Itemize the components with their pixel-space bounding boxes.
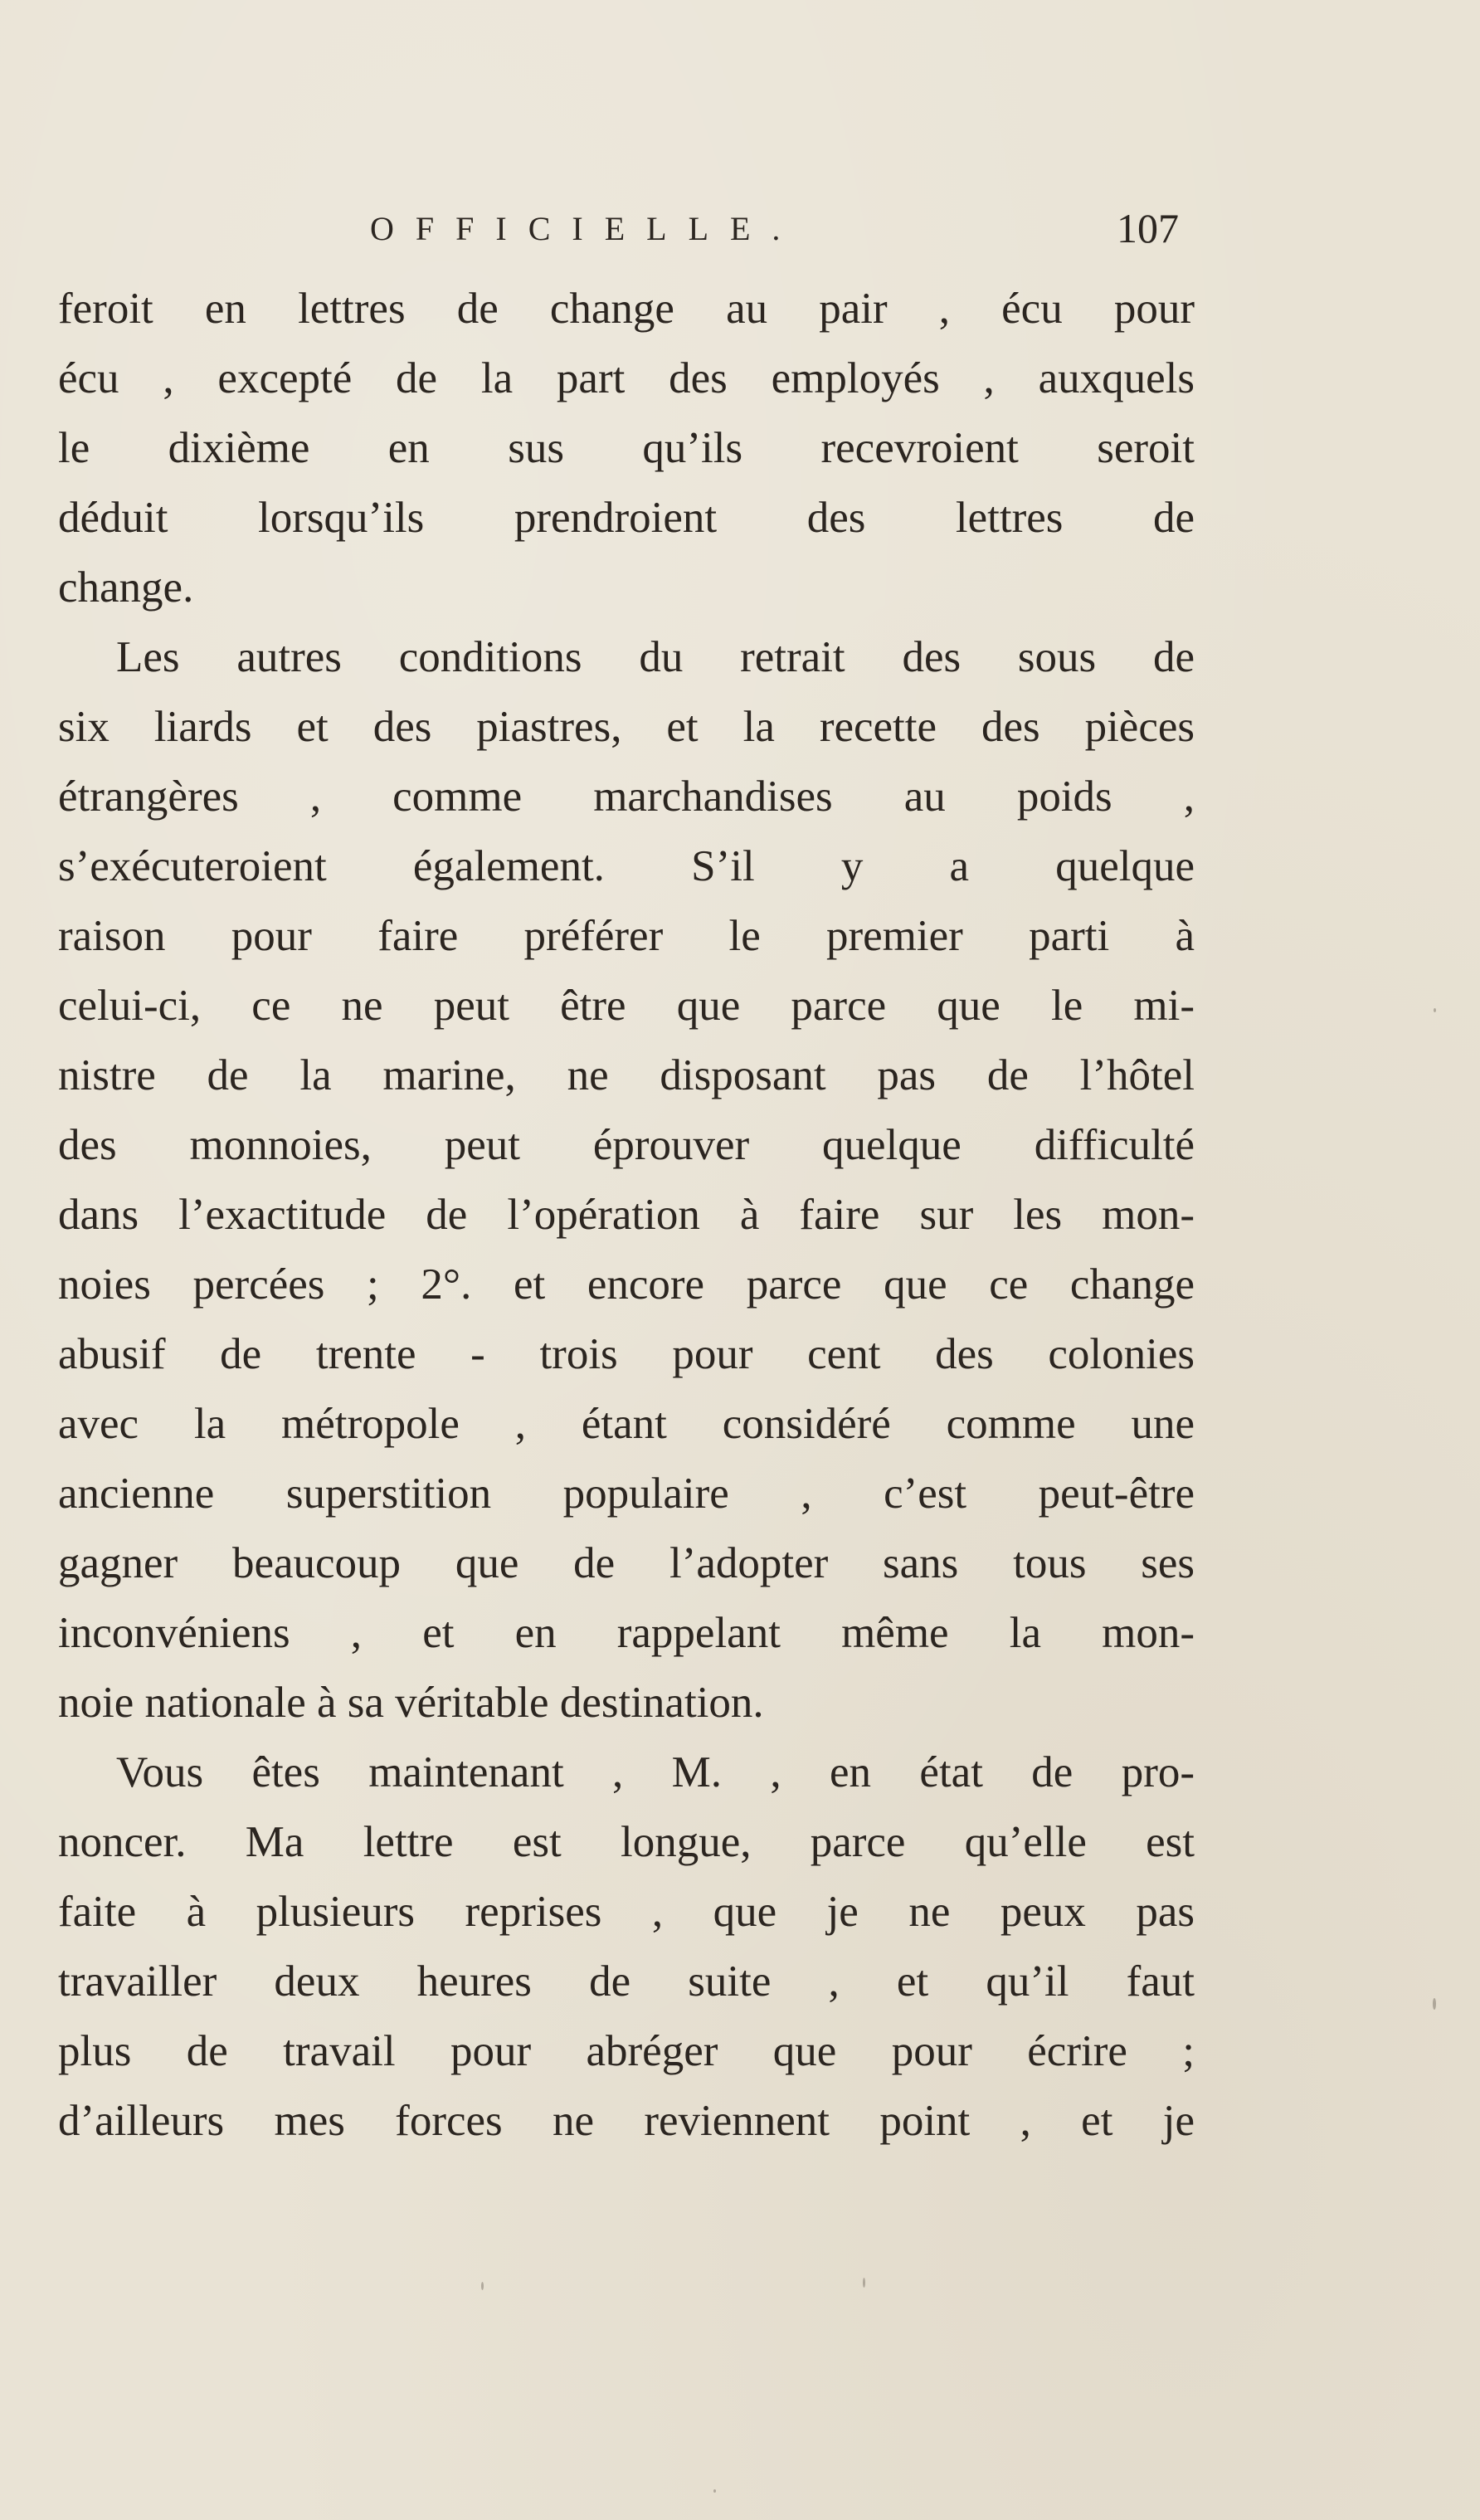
text-line: ancienne superstition populaire , c’est peut-être [58,1470,1195,1518]
text-line: six liards et des piastres, et la recette des pièces [58,703,1195,751]
paper-speck [863,2278,865,2288]
text-line: noie nationale à sa véritable destination. [58,1679,764,1727]
text-line: Les autres conditions du retrait des sous de [116,633,1195,681]
paper-speck [1434,1008,1436,1012]
text-line: celui-ci, ce ne peut être que parce que le mi- [58,982,1195,1030]
text-line: écu , excepté de la part des employés , auxquels [58,354,1195,402]
text-line: Vous êtes maintenant , M. , en état de pro- [116,1748,1195,1796]
text-line: feroit en lettres de change au pair , écu pour [58,285,1195,333]
text-line: s’exécuteroient également. S’il y a quelque [58,842,1195,890]
paper-speck [1433,1998,1436,2010]
paper-speck [713,2489,716,2493]
text-line: raison pour faire préférer le premier parti à [58,912,1195,960]
text-line: travailler deux heures de suite , et qu’il faut [58,1957,1195,2006]
text-line: nistre de la marine, ne disposant pas de l’hôtel [58,1051,1195,1099]
text-line: plus de travail pour abréger que pour écrire ; [58,2027,1195,2075]
text-line: le dixième en sus qu’ils recevroient seroit [58,424,1195,472]
text-line: des monnoies, peut éprouver quelque difficulté [58,1121,1195,1169]
running-title: OFFICIELLE. [370,210,802,247]
text-line: étrangères , comme marchandises au poids , [58,773,1195,821]
text-line: noncer. Ma lettre est longue, parce qu’elle est [58,1818,1195,1866]
text-line: gagner beaucoup que de l’adopter sans tous ses [58,1539,1195,1587]
text-line: inconvéniens , et en rappelant même la mon- [58,1609,1195,1657]
text-line: abusif de trente - trois pour cent des colonies [58,1330,1195,1378]
running-head [0,205,1480,259]
text-line: change. [58,563,194,612]
body-text [58,274,1195,2156]
text-line: d’ailleurs mes forces ne reviennent point , et je [58,2097,1195,2145]
paper-speck [481,2282,484,2290]
page-number: 107 [1117,205,1179,251]
text-line: noies percées ; 2°. et encore parce que ce change [58,1260,1195,1309]
text-line: dans l’exactitude de l’opération à faire sur les mon- [58,1191,1195,1239]
text-line: faite à plusieurs reprises , que je ne peux pas [58,1888,1195,1936]
text-line: déduit lorsqu’ils prendroient des lettres de [58,494,1195,542]
text-line: avec la métropole , étant considéré comme une [58,1400,1195,1448]
